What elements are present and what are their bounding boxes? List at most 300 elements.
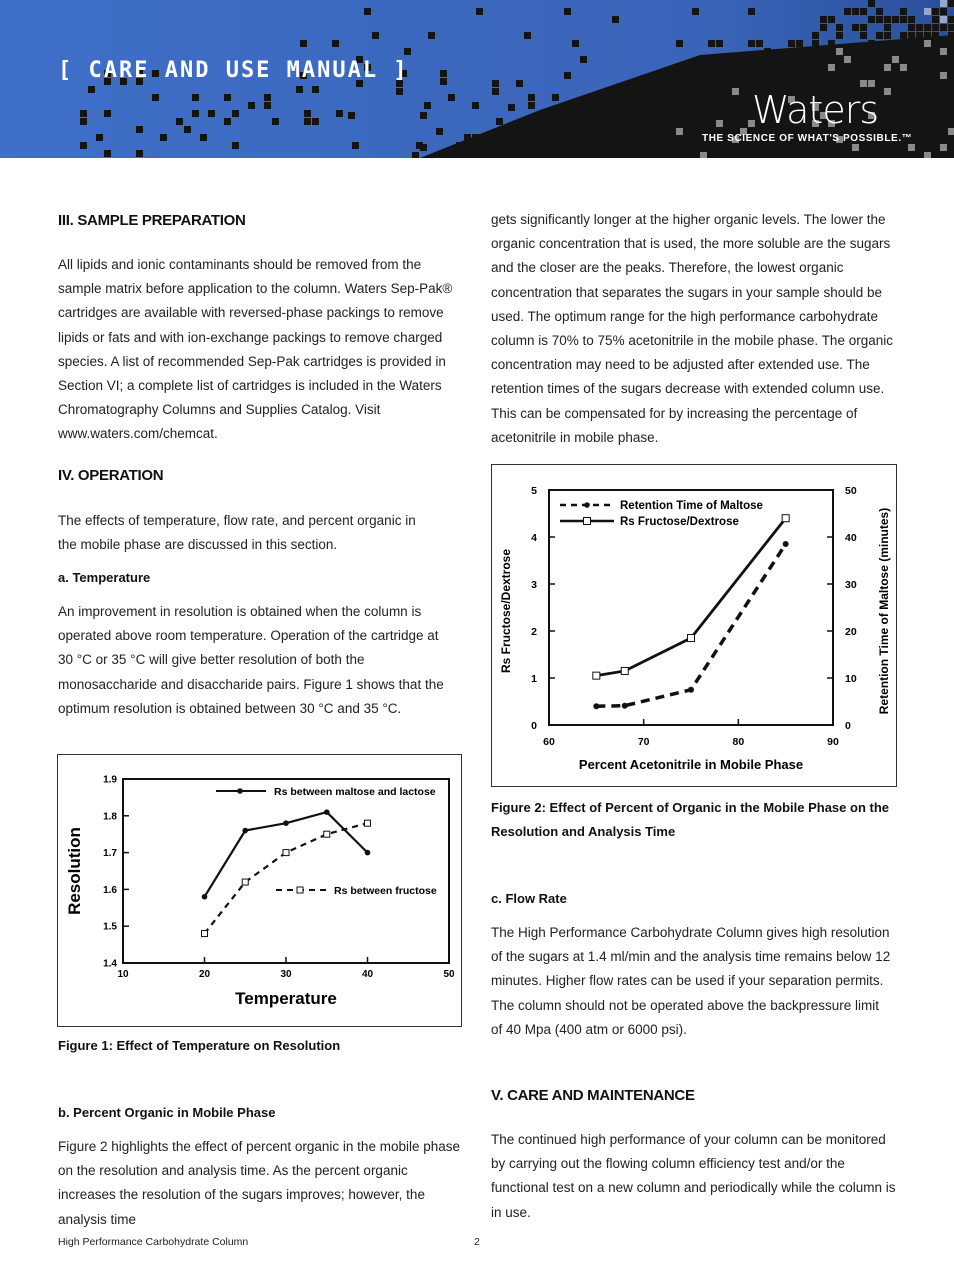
header-pixel [940,16,947,23]
header-pixel [772,80,779,87]
percent-organic-body [58,1135,464,1232]
legend-marker [237,788,243,794]
x-tick-label: 30 [280,969,292,980]
header-pixel [788,144,795,151]
header-pixel [552,94,559,101]
header-pixel [836,80,843,87]
header-pixel [916,64,923,71]
care-maintenance-body [491,1128,897,1225]
header-pixel [932,88,939,95]
header-pixel [708,104,715,111]
header-pixel [448,94,455,101]
header-pixel [436,128,443,135]
y-axis-label: Rs Fructose/Dextrose [499,548,513,674]
header-pixel [780,56,787,63]
header-pixel [692,128,699,135]
header-pixel [860,8,867,15]
header-pixel [740,64,747,71]
header-pixel [884,56,891,63]
header-pixel [652,152,659,158]
header-pixel [916,152,923,158]
legend-label: Rs Fructose/Dextrose [620,516,739,528]
header-pixel [940,0,947,7]
header-pixel [516,80,523,87]
header-pixel [684,112,691,119]
header-pixel [312,118,319,125]
header-pixel [796,144,803,151]
header-pixel [844,48,851,55]
header-pixel [812,72,819,79]
header-pixel [820,24,827,31]
header-pixel [940,136,947,143]
header-pixel [700,80,707,87]
subsection-temperature: a. Temperature [58,570,151,585]
figure-1-caption: Figure 1: Effect of Temperature on Resolution [58,1038,341,1053]
header-pixel [224,118,231,125]
operation-intro [58,509,438,557]
footer-document-title: High Performance Carbohydrate Column [58,1236,249,1248]
y-tick-label: 2 [531,626,537,638]
header-pixel [884,32,891,39]
header-pixel [916,80,923,87]
header-pixel [932,128,939,135]
header-pixel [924,64,931,71]
header-pixel [844,80,851,87]
header-pixel [900,120,907,127]
header-pixel [940,8,947,15]
header-pixel [636,128,643,135]
header-pixel [900,72,907,79]
header-pixel [884,152,891,158]
y-tick-label-right: 0 [845,720,851,732]
header-pixel [464,142,471,149]
header-pixel [932,24,939,31]
header-pixel [916,32,923,39]
header-pixel [828,16,835,23]
header-pixel [160,134,167,141]
data-point-square [688,635,695,642]
data-point-dot [202,894,208,900]
data-point-square [621,667,628,674]
header-pixel [572,40,579,47]
header-pixel [812,144,819,151]
paragraph: The continued high performance of your column can be monitored by carrying out the flowing column efficiency test and/or the functional test on a new column and periodically while the column is in use. [491,1132,896,1220]
header-pixel [788,152,795,158]
header-pixel [932,152,939,158]
header-pixel [836,32,843,39]
header-pixel [476,144,483,151]
header-pixel [924,104,931,111]
header-pixel [644,104,651,111]
legend-marker [584,502,590,508]
paragraph: All lipids and ionic contaminants should be removed from the sample matrix before application to the column. Waters Sep-Pak® cartridges are available with reversed-phase packings to remove lipids or fats and with ion-exchange packings to remove charged species. A list of recommended Sep-Pak cartridges is provided in Section VI; a complete list of cartridges is included in the Waters Chromatography Columns and Supplies Catalog. Visit www.waters.com/chemcat. [58,257,453,442]
header-pixel [440,70,447,77]
header-pixel [692,152,699,158]
header-pixel [940,72,947,79]
header-pixel [724,72,731,79]
header-pixel [176,118,183,125]
header-pixel [892,152,899,158]
header-pixel [724,152,731,158]
y-tick-label: 1.8 [103,811,117,823]
header-pixel [932,64,939,71]
header-pixel [932,32,939,39]
header-pixel [844,152,851,158]
header-pixel [948,96,954,103]
paragraph: The High Performance Carbohydrate Column gives high resolution of the sugars at 1.4 ml/min and the analysis time remains below 12 minutes. Higher flow rates can be used if your separation permits. The column should not be operated above the backpressure limit of 40 Mpa (400 atm or 6000 psi). [491,925,891,1037]
header-pixel [892,48,899,55]
header-pixel [604,136,611,143]
header-pixel [924,72,931,79]
figure-2-caption: Figure 2: Effect of Percent of Organic in the Mobile Phase on the Resolution and Analysis Time [491,800,889,839]
header-pixel [668,80,675,87]
x-axis-label: Temperature [235,989,337,1008]
header-pixel [852,48,859,55]
header-pixel [700,112,707,119]
header-pixel [588,152,595,158]
header-pixel [844,64,851,71]
header-pixel [836,24,843,31]
header-pixel [796,40,803,47]
header-pixel [884,24,891,31]
header-pixel [644,128,651,135]
y-tick-label: 1.4 [103,958,117,970]
plot-frame [123,779,449,963]
header-pixel [828,144,835,151]
header-pixel [652,104,659,111]
header-pixel [192,110,199,117]
header-pixel [900,64,907,71]
header-pixel [932,136,939,143]
header-pixel [884,16,891,23]
header-pixel [724,56,731,63]
subsection-flow-rate: c. Flow Rate [491,891,567,906]
header-pixel [940,56,947,63]
paragraph: Figure 2 highlights the effect of percent organic in the mobile phase on the resolution and analysis time. As the percent organic increases the resolution of the sugars improves; however, the analysis time [58,1139,461,1227]
header-pixel [652,120,659,127]
header-pixel [948,16,954,23]
header-pixel [716,144,723,151]
header-pixel [948,24,954,31]
header-pixel [684,152,691,158]
header-pixel [924,48,931,55]
header-pixel [700,144,707,151]
y-tick-label-right: 50 [845,485,857,497]
header-pixel [940,112,947,119]
sample-preparation-body [58,253,464,447]
header-pixel [700,120,707,127]
header-pixel [916,120,923,127]
header-pixel [892,56,899,63]
header-pixel [900,40,907,47]
y-tick-label: 1.5 [103,921,117,933]
header-pixel [876,56,883,63]
brand-logo: Waters [752,88,879,132]
data-point-square [365,820,371,826]
header-pixel [948,64,954,71]
header-pixel [248,102,255,109]
section-title-sample-preparation: III. SAMPLE PREPARATION [58,212,246,229]
header-pixel [660,136,667,143]
header-pixel [836,64,843,71]
header-pixel [876,32,883,39]
header-pixel [804,64,811,71]
legend-label: Rs between fructose [334,885,437,897]
y-tick-label-right: 40 [845,532,857,544]
header-pixel [404,48,411,55]
y-tick-label: 4 [531,532,537,544]
header-pixel [948,88,954,95]
header-pixel [796,152,803,158]
header-pixel [900,8,907,15]
header-pixel [476,8,483,15]
header-pixel [692,104,699,111]
header-pixel [332,40,339,47]
header-pixel [612,144,619,151]
header-pixel [472,134,479,141]
header-pixel [908,112,915,119]
header-pixel [532,136,539,143]
header-pixel [732,88,739,95]
header-pixel [676,120,683,127]
header-pixel [900,88,907,95]
header-pixel [884,96,891,103]
header-pixel [812,32,819,39]
header-pixel [940,24,947,31]
header-pixel [748,8,755,15]
header-pixel [844,8,851,15]
header-pixel [860,48,867,55]
header-pixel [924,144,931,151]
header-pixel [756,64,763,71]
header-pixel [940,48,947,55]
y-axis-label-right: Retention Time of Maltose (minutes) [877,507,891,715]
header-pixel [412,152,419,158]
legend-label: Retention Time of Maltose [620,500,763,512]
data-point-dot [593,703,599,709]
header-pixel [732,112,739,119]
header-pixel [80,110,87,117]
header-pixel [820,56,827,63]
header-pixel [420,112,427,119]
header-pixel [836,56,843,63]
header-pixel [948,120,954,127]
header-pixel [916,24,923,31]
header-pixel [740,112,747,119]
section-title-care-maintenance: V. CARE AND MAINTENANCE [491,1087,695,1104]
header-pixel [924,24,931,31]
paragraph: The effects of temperature, flow rate, and percent organic in the mobile phase are discussed in this section. [58,513,416,553]
header-pixel [924,32,931,39]
header-pixel [668,144,675,151]
header-pixel [780,152,787,158]
header-pixel [932,104,939,111]
header-pixel [948,104,954,111]
header-pixel [708,40,715,47]
header-pixel [828,56,835,63]
header-pixel [948,32,954,39]
header-pixel [372,32,379,39]
header-pixel [828,64,835,71]
header-pixel [772,144,779,151]
x-tick-label: 60 [543,736,555,748]
header-pixel [660,144,667,151]
y-tick-label-right: 20 [845,626,857,638]
header-pixel [828,40,835,47]
header-pixel [940,88,947,95]
header-pixel [820,48,827,55]
header-pixel [924,88,931,95]
header-pixel [900,56,907,63]
header-pixel [892,112,899,119]
header-pixel [532,144,539,151]
header-pixel [764,72,771,79]
series-line [596,544,785,706]
header-pixel [764,144,771,151]
data-point-dot [688,687,694,693]
header-pixel [136,126,143,133]
header-pixel [780,72,787,79]
header-pixel [508,104,515,111]
brand-tagline: THE SCIENCE OF WHAT'S POSSIBLE.™ [702,133,913,144]
header-pixel [924,152,931,158]
data-point-square [242,879,248,885]
header-pixel [812,40,819,47]
data-point-dot [242,828,248,834]
header-pixel [692,96,699,103]
header-pixel [844,56,851,63]
header-pixel [884,64,891,71]
header-pixel [836,152,843,158]
header-pixel [748,40,755,47]
header-pixel [716,80,723,87]
data-point-dot [365,850,371,856]
header-pixel [932,8,939,15]
header-pixel [612,152,619,158]
header-pixel [844,72,851,79]
header-pixel [676,40,683,47]
header-pixel [660,104,667,111]
header-pixel [668,112,675,119]
header-pixel [740,88,747,95]
y-tick-label: 1.6 [103,884,117,896]
header-pixel [440,78,447,85]
manual-title: [ CARE AND USE MANUAL ] [58,58,409,83]
header-pixel [860,24,867,31]
header-pixel [852,152,859,158]
header-pixel [564,72,571,79]
header-pixel [492,80,499,87]
data-point-square [283,850,289,856]
header-pixel [564,8,571,15]
header-pixel [528,94,535,101]
header-pixel [852,8,859,15]
header-pixel [876,64,883,71]
header-pixel [876,8,883,15]
header-pixel [528,126,535,133]
header-pixel [716,120,723,127]
header-pixel [940,128,947,135]
header-pixel [948,136,954,143]
header-pixel [892,16,899,23]
header-pixel [472,102,479,109]
header-pixel [488,134,495,141]
x-tick-label: 90 [827,736,839,748]
header-pixel [940,144,947,151]
header-pixel [636,144,643,151]
temperature-body [58,600,454,721]
header-pixel [296,86,303,93]
figure-1-chart [57,754,462,1027]
header-pixel [428,32,435,39]
data-point-square [324,831,330,837]
header-pixel [492,88,499,95]
header-pixel [908,152,915,158]
header-pixel [352,142,359,149]
header-pixel [700,104,707,111]
header-pixel [804,56,811,63]
header-pixel [924,40,931,47]
header-pixel [764,48,771,55]
header-pixel [136,150,143,157]
header-pixel [796,64,803,71]
header-pixel [860,32,867,39]
header-pixel [868,48,875,55]
header-pixel [708,80,715,87]
header-pixel [716,88,723,95]
header-pixel [636,104,643,111]
header-pixel [692,112,699,119]
header-pixel [884,88,891,95]
header-pixel [312,86,319,93]
header-pixel [812,80,819,87]
header-pixel [772,64,779,71]
header-pixel [524,32,531,39]
legend-label: Rs between maltose and lactose [274,786,436,798]
data-point-square [202,931,208,937]
header-pixel [580,112,587,119]
header-pixel [192,94,199,101]
header-pixel [660,112,667,119]
y-tick-label: 0 [531,720,537,732]
header-pixel [628,136,635,143]
header-pixel [884,112,891,119]
y-tick-label: 5 [531,485,537,497]
header-pixel [528,102,535,109]
header-pixel [836,48,843,55]
figure-2-plot [492,465,896,786]
header-pixel [416,142,423,149]
header-pixel [668,152,675,158]
header-pixel [852,144,859,151]
header-pixel [684,144,691,151]
header-pixel [628,96,635,103]
section-title-operation: IV. OPERATION [58,467,164,484]
header-pixel [652,136,659,143]
header-pixel [884,80,891,87]
header-pixel [700,152,707,158]
header-pixel [756,40,763,47]
header-pixel [88,86,95,93]
header-pixel [304,110,311,117]
header-pixel [932,112,939,119]
header-pixel [184,126,191,133]
header-pixel [200,134,207,141]
header-pixel [868,16,875,23]
y-tick-label: 1 [531,673,537,685]
header-pixel [948,128,954,135]
header-pixel [644,120,651,127]
